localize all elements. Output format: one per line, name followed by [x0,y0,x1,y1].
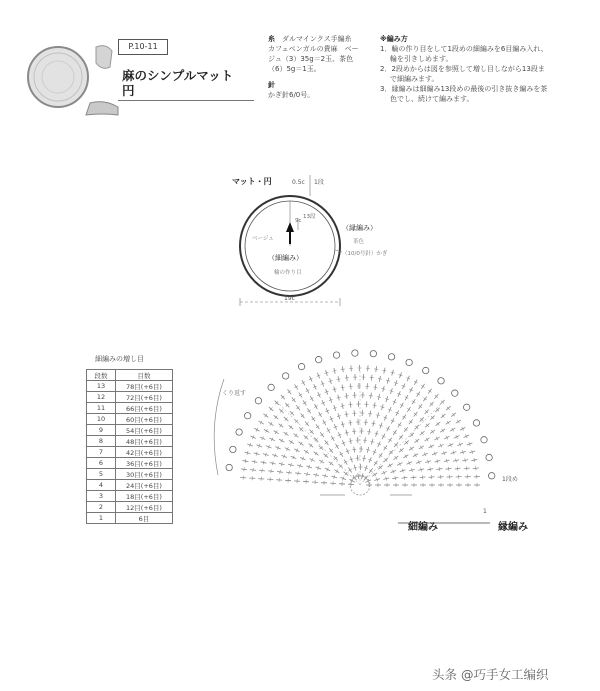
radial-guide [360,400,445,485]
row-number-cell: 4 [87,480,116,491]
stitch-crossbar [294,386,297,388]
stitch-crossbar [260,421,262,424]
stitch-crossbar [421,385,424,387]
needle-heading: 針 [268,81,275,89]
stitch-crossbar [412,401,415,403]
instructions-block [380,34,590,104]
stitch-count-cell: 66目(+6目) [116,403,173,414]
stitch-crossbar [466,466,467,470]
table-row [87,447,173,458]
edging-scallop [230,446,236,452]
stitch-count-cell: 48目(+6目) [116,436,173,447]
row-number-cell: 10 [87,414,116,425]
stitch-crossbar [341,405,345,406]
edging-scallop [473,420,479,426]
page-reference: P.10-11 [118,39,168,55]
row-number-cell: 8 [87,436,116,447]
stitch-count-cell: 60目(+6目) [116,414,173,425]
stitch-crossbar [389,464,391,467]
stitch-count-cell: 24目(+6目) [116,480,173,491]
edging-scallop [463,404,469,410]
edging-scallop [406,359,412,365]
edging-scallop [481,437,487,443]
edging-scallop [388,354,394,360]
stitch-crossbar [374,473,376,476]
stitch-crossbar [300,442,302,445]
instructions-heading: ※編み方 [380,35,408,43]
row-number-cell: 6 [87,458,116,469]
table-row [87,502,173,513]
edging-scallop [226,464,232,470]
stitch-count-cell: 36目(+6目) [116,458,173,469]
table-row [87,458,173,469]
stitch-crossbar [265,414,267,417]
stitch-crossbar [299,394,302,396]
stitch-crossbar [398,424,401,426]
edging-scallop [268,384,274,390]
stitch-crossbar [447,421,449,424]
row-number-cell: 13 [87,381,116,392]
edge-hook: （10/0号針）かぎ [342,251,388,257]
stitch-crossbar [373,405,377,406]
increase-table [86,369,173,524]
stitch-crossbar [476,466,477,470]
stitch-crossbar [262,469,263,473]
stitch-crossbar [374,369,378,370]
row-number-cell: 9 [87,425,116,436]
stitch-crossbar [404,476,405,480]
dim-inner-rows: 13段 [303,214,316,220]
stitch-crossbar [474,458,475,462]
stitch-crossbar [298,471,299,475]
edging-scallop [298,363,304,369]
edging-scallop [315,356,321,362]
table-row [87,414,173,425]
edge-label: （縁編み） [342,224,377,232]
edging-scallop [423,367,429,373]
stitch-crossbar [368,413,372,414]
table-header-cell: 段数 [87,370,116,381]
thread-line4: （6）5g＝1玉。 [268,65,321,73]
dim-inner: 9c [295,218,302,224]
stitch-crossbar [367,431,371,432]
row-number-label: 1 [483,508,487,515]
crochet-stitch-chart [200,335,540,535]
stitch-count-cell: 42目(+6目) [116,447,173,458]
instruction-line3: 2．2段めからは図を参照して増し目しながら13段ま [380,65,545,73]
thread-heading: 糸 [268,35,275,43]
edging-scallop [488,473,494,479]
table-header-cell: 目数 [116,370,173,381]
stitch-crossbar [316,426,319,428]
stitch-crossbar [330,462,332,465]
instruction-line5: 3．縁編みは細編み13段めの最後の引き抜き編みを茶 [380,85,548,93]
row-number-cell: 3 [87,491,116,502]
row-number-cell: 5 [87,469,116,480]
stitch-crossbar [348,469,351,471]
thread-name: ダルマインクス手編糸 [282,35,352,43]
needle-line: かぎ針6/0号。 [268,91,315,99]
stitch-crossbar [395,476,396,480]
edging-scallop [236,429,242,435]
stitch-count-cell: 12目(+6目) [116,502,173,513]
stitch-crossbar [431,430,433,433]
table-row [87,469,173,480]
stitch-crossbar [333,370,337,371]
pattern-title-line2: 円 [122,83,135,98]
stitch-count-cell: 30目(+6目) [116,469,173,480]
row-number-cell: 11 [87,403,116,414]
stitch-crossbar [393,431,396,433]
stitch-crossbar [245,459,246,463]
instruction-line4: で細編みます。 [390,75,439,83]
width-label: 19c [284,295,295,302]
edging-scallop [333,352,339,358]
stitch-crossbar [417,393,420,395]
stitch-crossbar [439,467,440,471]
stitch-crossbar [254,460,255,464]
stitch-crossbar [253,468,254,472]
stitch-crossbar [378,378,382,379]
dim-top-rows: 1段 [314,179,324,186]
stitch-crossbar [349,441,353,442]
table-row [87,425,173,436]
stitch-crossbar [442,429,444,432]
schematic-diagram [210,170,410,315]
row-number-cell: 12 [87,392,116,403]
row-number-cell: 2 [87,502,116,513]
instruction-line1: 1．輪の作り目をして1段めの細編みを6目編み入れ、 [380,45,548,53]
stitch-crossbar [362,458,366,459]
stitch-crossbar [373,387,377,388]
table-row [87,403,173,414]
stitch-crossbar [244,467,245,471]
edging-scallop [352,350,358,356]
table-row [87,381,173,392]
stitch-crossbar [352,449,356,450]
stitch-crossbar [289,471,290,475]
table-row [87,392,173,403]
stitch-crossbar [430,467,431,471]
stitch-count-cell: 18目(+6目) [116,491,173,502]
stitch-crossbar [388,439,391,441]
stitch-crossbar [315,452,317,455]
materials-block [268,34,372,100]
row-number-cell: 1 [87,513,116,524]
edging-scallop [255,398,261,404]
stitch-crossbar [341,387,345,388]
edging-scallop [452,390,458,396]
stitch-crossbar [307,472,308,476]
stitch-crossbar [457,420,459,423]
stitch-crossbar [374,462,377,464]
stitch-crossbar [270,422,272,425]
stitch-crossbar [384,447,387,449]
beige-label: ベージュ [252,236,274,242]
edge-color: 茶色 [353,239,365,245]
table-header-row [87,370,173,381]
pattern-title [122,68,233,98]
row-count-label: 1段め [502,476,518,483]
body-label: （細編み） [268,254,303,262]
stitch-crossbar [382,370,386,371]
stitch-crossbar [377,397,381,398]
edge-leader [335,250,342,252]
stitch-crossbar [271,469,272,473]
stitch-crossbar [337,379,341,380]
schematic-title: マット・円 [232,177,272,186]
instruction-line2: 輪を引きしめます。 [390,55,453,63]
increase-table-title: 細編みの増し目 [95,355,144,363]
dim-top: 0.5c [292,179,305,186]
title-divider [118,100,254,101]
stitch-count-cell: 72目(+6目) [116,392,173,403]
edging-scallop [486,454,492,460]
edging-scallop [282,373,288,379]
stitch-count-cell: 6目 [116,513,173,524]
stitch-count-cell: 78目(+6目) [116,381,173,392]
stitch-crossbar [345,396,349,397]
stitch-crossbar [403,416,406,418]
stitch-crossbar [410,447,412,450]
table-row [87,436,173,447]
thread-line2: カフェベンガルの貴麻 ベー [268,45,359,53]
stitch-crossbar [448,467,449,471]
stitch-crossbar [413,475,414,479]
table-row [87,480,173,491]
pattern-title-line1: 麻のシンプルマット [122,68,234,83]
stitch-crossbar [379,454,382,456]
stitch-crossbar [407,408,410,410]
body-sub: 輪の作り目 [274,270,302,276]
edging-scallop [438,378,444,384]
watermark: 头条 @巧手女工编织 [432,667,549,682]
stitch-crossbar [307,410,310,412]
stitch-crossbar [285,432,287,435]
direction-arrow-icon [286,222,294,244]
mat-photo [24,33,120,119]
stitch-crossbar [345,414,349,415]
body-stitch-label: 細編み [408,522,438,533]
edging-scallop [370,350,376,356]
table-row [87,491,173,502]
edging-scallop [244,413,250,419]
stitch-crossbar [426,438,428,441]
stitch-crossbar [341,369,345,370]
row-number-cell: 7 [87,447,116,458]
repeat-label: くり返す [222,390,247,397]
stitch-crossbar [372,423,376,424]
stitch-crossbar [348,422,352,423]
stitch-crossbar [457,467,458,471]
stitch-count-cell: 54目(+6目) [116,425,173,436]
stitch-crossbar [303,402,306,404]
edge-stitch-label: 縁編み [498,522,528,533]
stitch-crossbar [428,390,431,392]
thread-line3: ジュ（3）35g＝2玉、茶色 [268,55,354,63]
stitch-crossbar [280,470,281,474]
stitch-crossbar [312,418,315,420]
instruction-line6: 色でし、続けて編みます。 [390,95,474,103]
table-row [87,513,173,524]
thread-line1 [268,34,372,44]
